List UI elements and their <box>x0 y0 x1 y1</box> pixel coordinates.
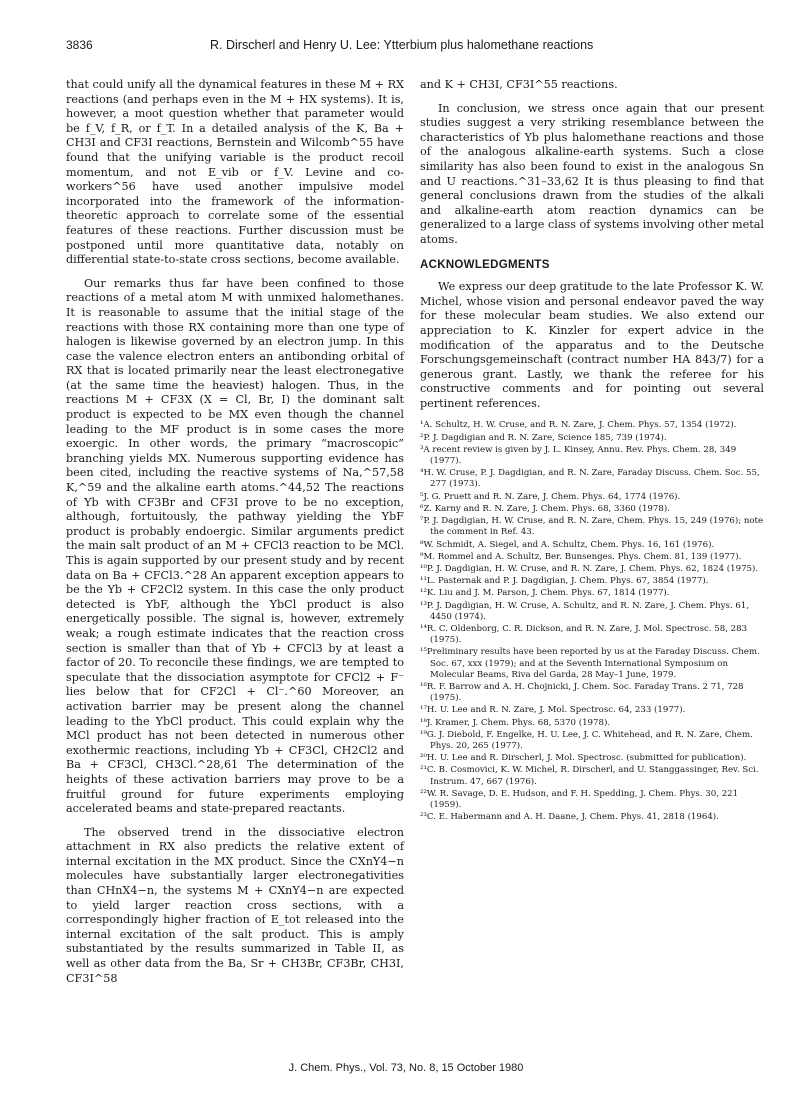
reference-item: ⁷P. J. Dagdigian, H. W. Cruse, and R. N. Zare, Chem. Phys. 15, 249 (1976); note the comment in Ref. 43. <box>420 516 764 538</box>
body-paragraph: and K + CH3I, CF3I^55 reactions. <box>420 78 618 91</box>
acknowledgments-heading: ACKNOWLEDGMENTS <box>420 258 550 271</box>
reference-item: ²¹C. B. Cosmovici, K. W. Michel, R. Dirscherl, and U. Stanggassinger, Rev. Sci. Instrum. 47, 667 (1976). <box>420 765 759 787</box>
reference-item: ¹¹L. Pasternak and P. J. Dagdigian, J. Chem. Phys. 67, 3854 (1977). <box>420 576 709 587</box>
reference-item: ¹⁰P. J. Dagdigian, H. W. Cruse, and R. N. Zare, J. Chem. Phys. 62, 1824 (1975). <box>420 563 759 574</box>
right-column <box>420 78 764 824</box>
body-paragraph: that could unify all the dynamical features in these M + RX reactions (and perhaps even in the M + HX systems). It is, however, a moot question whether that parameter would be f_V, f_R, or f_T. In a detailed analysis of the K, Ba + CH3I and CF3I reactions, Bernstein and Wilcomb^55 have found that the unifying variable is the product recoil momentum, and not E_vib or f_V. Levine and co-workers^56 have used another impulsive model incorporated into the framework of the information-theoretic approach to correlate some of the essential features of these reactions. Further discussion must be postponed until more quantitative data, notably on differential state-to-state cross sections, become available. <box>66 78 404 267</box>
reference-item: ¹⁷H. U. Lee and R. N. Zare, J. Mol. Spectrosc. 64, 233 (1977). <box>420 705 686 716</box>
reference-item: ²⁰H. U. Lee and R. Dirscherl, J. Mol. Spectrosc. (submitted for publication). <box>420 753 747 764</box>
reference-item: ⁶Z. Karny and R. N. Zare, J. Chem. Phys. 68, 3360 (1978). <box>420 503 670 514</box>
reference-item: ⁵J. G. Pruett and R. N. Zare, J. Chem. Phys. 64, 1774 (1976). <box>420 491 681 502</box>
body-paragraph: In conclusion, we stress once again that our present studies suggest a very striking resemblance between the characteristics of Yb plus halomethane reactions and those of the analogous alkaline-earth systems. Such a close similarity has also been found to exist in the analogous Sn and U reactions.^31–33,62 It is thus pleasing to find that general conclusions drawn from the studies of the alkali and alkaline-earth atom reaction dynamics can be generalized to a large class of systems involving other metal atoms. <box>420 101 764 246</box>
reference-item: ¹³P. J. Dagdigian, H. W. Cruse, A. Schultz, and R. N. Zare, J. Chem. Phys. 61, 4450 (1974). <box>420 600 750 622</box>
reference-item: ⁸W. Schmidt, A. Siegel, and A. Schultz, Chem. Phys. 16, 161 (1976). <box>420 539 715 550</box>
reference-item: ¹²K. Liu and J. M. Parson, J. Chem. Phys. 67, 1814 (1977). <box>420 588 670 599</box>
journal-footer: J. Chem. Phys., Vol. 73, No. 8, 15 October 1980 <box>288 1062 524 1074</box>
body-paragraph: The observed trend in the dissociative electron attachment in RX also predicts the relative extent of internal excitation in the MX product. Since the CXnY4−n molecules have substantially larger electronegativities than CHnX4−n, the systems M + CXnY4−n are expected to yield larger reaction cross sections, with a correspondingly higher fraction of E_tot released into the internal excitation of the salt product. This is amply substantiated by the results summarized in Table II, as well as other data from the Ba, Sr + CH3Br, CF3Br, CH3I, CF3I^58 <box>66 825 404 985</box>
reference-item: ²P. J. Dagdigian and R. N. Zare, Science 185, 739 (1974). <box>420 432 667 443</box>
acknowledgments-text: We express our deep gratitude to the late Professor K. W. Michel, whose vision and personal endeavor paved the way for these molecular beam studies. We also extend our appreciation to K. Kinzler for expert advice in the modification of the apparatus and to the Deutsche Forschungsgemeinschaft (contract number HA 843/7) for a generous grant. Lastly, we thank the referee for his constructive comments and for pointing out several pertinent references. <box>420 280 764 410</box>
reference-item: ³A recent review is given by J. L. Kinsey, Annu. Rev. Phys. Chem. 28, 349 (1977). <box>420 444 737 467</box>
reference-item: ⁴H. W. Cruse, P. J. Dagdigian, and R. N. Zare, Faraday Discuss. Chem. Soc. 55, 277 (1973). <box>420 468 760 490</box>
reference-item: ⁹M. Rommel and A. Schultz, Ber. Bunsenges. Phys. Chem. 81, 139 (1977). <box>420 551 742 562</box>
reference-item: ¹⁴R. C. Oldenborg, C. R. Dickson, and R. N. Zare, J. Mol. Spectrosc. 58, 283 (1975). <box>420 623 748 646</box>
reference-item: ¹⁵Preliminary results have been reported by us at the Faraday Discuss. Chem. Soc. 67, xxx (1979); and at the Seventh International Symposium on Molecular Beams, Riva del Garda, 28 May–1 June, 1979. <box>420 647 760 680</box>
reference-item: ¹⁶R. F. Barrow and A. H. Chojnicki, J. Chem. Soc. Faraday Trans. 2 71, 728 (1975). <box>420 681 744 704</box>
reference-item: ²²W. R. Savage, D. E. Hudson, and F. H. Spedding, J. Chem. Phys. 30, 221 (1959). <box>420 788 739 810</box>
page-header <box>0 38 812 58</box>
body-paragraph: Our remarks thus far have been confined to those reactions of a metal atom M with unmixed halomethanes. It is reasonable to assume that the initial stage of the reactions with those RX containing more than one type of halogen is likewise governed by an electron jump. In this case the valence electron enters an antibonding orbital of RX that is located primarily near the least electronegative (at the same time the heaviest) halogen. Thus, in the reactions M + CF3X (X = Cl, Br, I) the dominant salt product is expected to be MX even though the channel leading to the MF product is in some cases the more exoergic. In other words, the primary “macroscopic” branching yields MX. Numerous supporting evidence has been cited, including the reactive systems of Na,^57,58 K,^59 and the alkaline earth atoms.^44,52 The reactions of Yb with CF3Br and CF3I prove to be no exception, although, fortuitously, the pathway yielding the YbF product is probably endoergic. Similar arguments predict the main salt product of an M + CFCl3 reaction to be MCl. This is again supported by our present study and by recent data on Ba + CFCl3.^28 An apparent exception appears to be the Yb + CF2Cl2 system. In this case the only product detected is YbF, although the YbCl product is also energetically possible. The signal is, however, extremely weak; a rough estimate indicates that the reaction cross section is smaller than that of Yb + CFCl3 by at least a factor of 20. To reconcile these findings, we are tempted to speculate that the dissociation asymptote for CFCl2 + F⁻ lies below that for CF2Cl + Cl⁻.^60 Moreover, an activation barrier may be present along the channel leading to the YbCl product. This could explain why the MCl product has not been detected in numerous other exothermic reactions, including Yb + CF3Cl, CH2Cl2 and Ba + CF3Cl, CH3Cl.^28,61 The determination of the heights of these activation barriers may prove to be a fruitful ground for future experiments employing accelerated beams and state-prepared reactants. <box>66 276 404 816</box>
reference-item: ²³C. E. Habermann and A. H. Daane, J. Chem. Phys. 41, 2818 (1964). <box>420 812 719 823</box>
reference-item: ¹⁸J. Kramer, J. Chem. Phys. 68, 5370 (1978). <box>420 717 611 728</box>
page-number: 3836 <box>66 38 93 52</box>
left-column <box>66 78 404 995</box>
reference-item: ¹⁹G. J. Diebold, F. Engelke, H. U. Lee, J. C. Whitehead, and R. N. Zare, Chem. Phys. 20, 265 (1977). <box>420 729 753 751</box>
reference-item: ¹A. Schultz, H. W. Cruse, and R. N. Zare, J. Chem. Phys. 57, 1354 (1972). <box>420 420 737 431</box>
reference-list <box>420 420 764 823</box>
running-head: R. Dirscherl and Henry U. Lee: Ytterbium plus halomethane reactions <box>210 38 594 52</box>
